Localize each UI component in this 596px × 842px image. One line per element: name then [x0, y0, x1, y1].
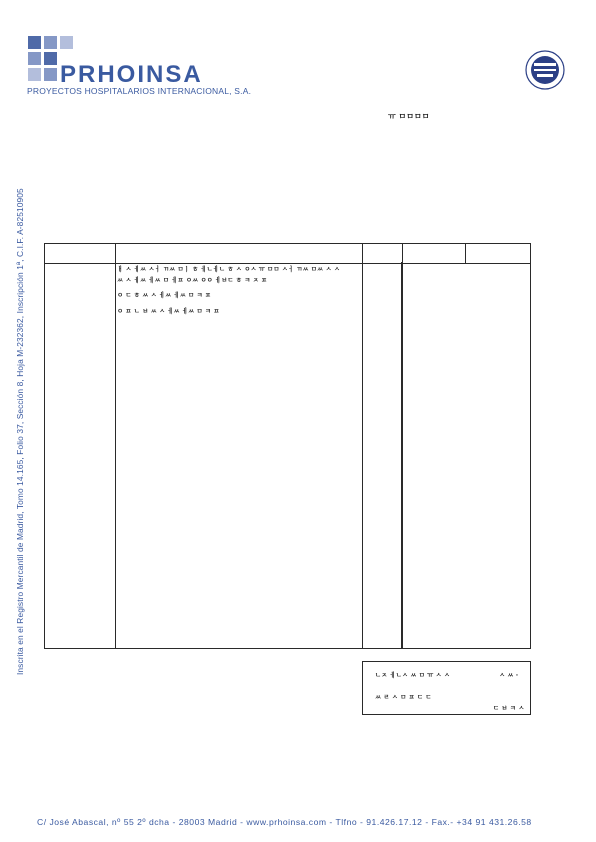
item-description: [117, 264, 363, 316]
registry-text: Inscrita en el Registro Mercantil de Madrid, Tomo 14.165, Folio 37, Sección 8, Hoja M-232362, Inscripción 1ª, C.I.F. A-82510905: [15, 188, 25, 675]
certification-seal-icon: [525, 50, 565, 90]
table-column-divider: [465, 244, 466, 263]
description-line: ㅇ ㅍ ㄴ ㅂ ㅆ ㅅ ㅔㅆ ㅔㅆ ㅁ ㅋ ㅍ: [117, 306, 220, 315]
description-line: ㅆ ㅅ ㅔㅆ ㅔㅆ ㅁ ㅔㅍ ㅇㅆ ㅇㅇ ㅔㅂㄷ ㅎ ㅋ ㅈ ㅍ: [117, 275, 268, 284]
table-column-divider: [401, 262, 402, 648]
company-name: PRHOINSA: [60, 61, 203, 88]
totals-box: [362, 661, 531, 715]
document-title: ㅠ ㅁㅁㅁㅁ: [388, 112, 430, 121]
totals-label: ㅆ ㄹ ㅅ ㅁ ㅍ ㄷ ㄷ: [375, 693, 432, 701]
table-column-divider: [115, 244, 116, 648]
totals-value: ㄷ ㅂ ㅋ ㅅ: [493, 704, 525, 712]
totals-label: ㄴㅈ ㅔㄴㅅ ㅆ ㅁ ㅠ ㅅ ㅅ: [375, 671, 451, 679]
company-full-name: PROYECTOS HOSPITALARIOS INTERNACIONAL, S.A.: [27, 86, 252, 96]
description-line: ㅇ ㄷ ㅎ ㅆ ㅅ ㅔㅆ ㅔㅆ ㅁ ㅋ ㅍ: [117, 291, 212, 299]
footer-address: C/ José Abascal, nº 55 2º dcha - 28003 Madrid - www.prhoinsa.com - Tlfno - 91.426.17.12 - Fax.- +34 91 431.26.58: [37, 817, 532, 827]
description-line: ㅐ ㅅ ㅔㅆ ㅅㅓ ㄲㅆ ㅁㅣ ㅎ ㅔㄴㅔㄴ ㅎ ㅅ ㅇㅅ ㅠ ㅁㅁ ㅅㅓ ㄲㅆ ㅁㅆ ㅅ ㅅ: [117, 265, 341, 273]
table-column-divider: [402, 244, 403, 648]
totals-value: ㅅ ㅆ ·: [499, 671, 519, 679]
